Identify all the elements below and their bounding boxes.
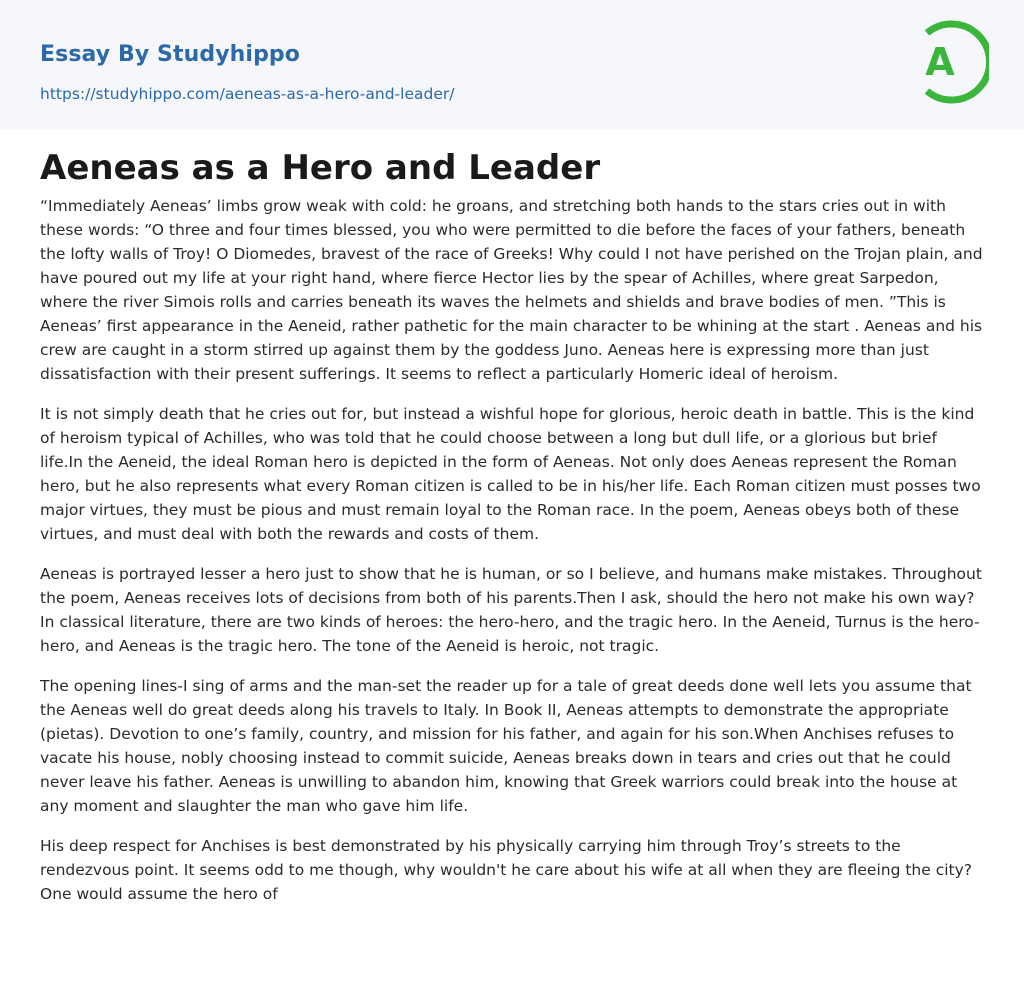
essay-paragraph: The opening lines-I sing of arms and the man-set the reader up for a tale of great deeds done well lets you assume that the Aeneas well do great deeds along his travels to Italy. In Book II, Aeneas attempts to demonstrate the appropriate (pietas). Devotion to one’s family, country, and mission for his father, and again for his son.When Anchises refuses to vacate his house, nobly choosing instead to commit suicide, Aeneas breaks down in tears and cries out that he could never leave his father. Aeneas is unwilling to abandon him, knowing that Greek warriors could break into the house at any moment and slaughter the man who gave him life. xyxy=(40,677,972,815)
studyhippo-logo-icon[interactable] xyxy=(909,18,989,106)
essay-paragraph: His deep respect for Anchises is best demonstrated by his physically carrying him through Troy’s streets to the rendezvous point. It seems odd to me though, why wouldn't he care about his wife at all when they are fleeing the city?One would assume the hero of xyxy=(40,837,973,903)
essay-body xyxy=(40,194,984,922)
source-url-link[interactable]: https://studyhippo.com/aeneas-as-a-hero-and-leader/ xyxy=(40,85,455,103)
document-title: Aeneas as a Hero and Leader xyxy=(40,148,601,188)
essay-paragraph: It is not simply death that he cries out for, but instead a wishful hope for glorious, heroic death in battle. This is the kind of heroism typical of Achilles, who was told that he could choose between a long but dull life, or a glorious but brief life.In the Aeneid, the ideal Roman hero is depicted in the form of Aeneas. Not only does Aeneas represent the Roman hero, but he also represents what every Roman citizen is called to be in his/her life. Each Roman citizen must posses two major virtues, they must be pious and must remain loyal to the Roman race. In the poem, Aeneas obeys both of these virtues, and must deal with both the rewards and costs of them. xyxy=(40,405,981,543)
brand-title: Essay By Studyhippo xyxy=(40,42,300,67)
logo-letter: A xyxy=(925,40,955,84)
essay-paragraph: Aeneas is portrayed lesser a hero just to show that he is human, or so I believe, and humans make mistakes. Throughout the poem, Aeneas receives lots of decisions from both of his parents.Then I ask, should the hero not make his own way? In classical literature, there are two kinds of heroes: the hero-hero, and the tragic hero. In the Aeneid, Turnus is the hero-hero, and Aeneas is the tragic hero. The tone of the Aeneid is heroic, not tragic. xyxy=(40,565,982,655)
essay-paragraph: “Immediately Aeneas’ limbs grow weak with cold: he groans, and stretching both hands to the stars cries out in with these words: “O three and four times blessed, you who were permitted to die before the faces of your fathers, beneath the lofty walls of Troy! O Diomedes, bravest of the race of Greeks! Why could I not have perished on the Trojan plain, and have poured out my life at your right hand, where fierce Hector lies by the spear of Achilles, where great Sarpedon, where the river Simois rolls and carries beneath its waves the helmets and shields and brave bodies of men. ”This is Aeneas’ first appearance in the Aeneid, rather pathetic for the main character to be whining at the start . Aeneas and his crew are caught in a storm stirred up against them by the goddess Juno. Aeneas here is expressing more than just dissatisfaction with their present sufferings. It seems to reflect a particularly Homeric ideal of heroism. xyxy=(40,197,983,383)
